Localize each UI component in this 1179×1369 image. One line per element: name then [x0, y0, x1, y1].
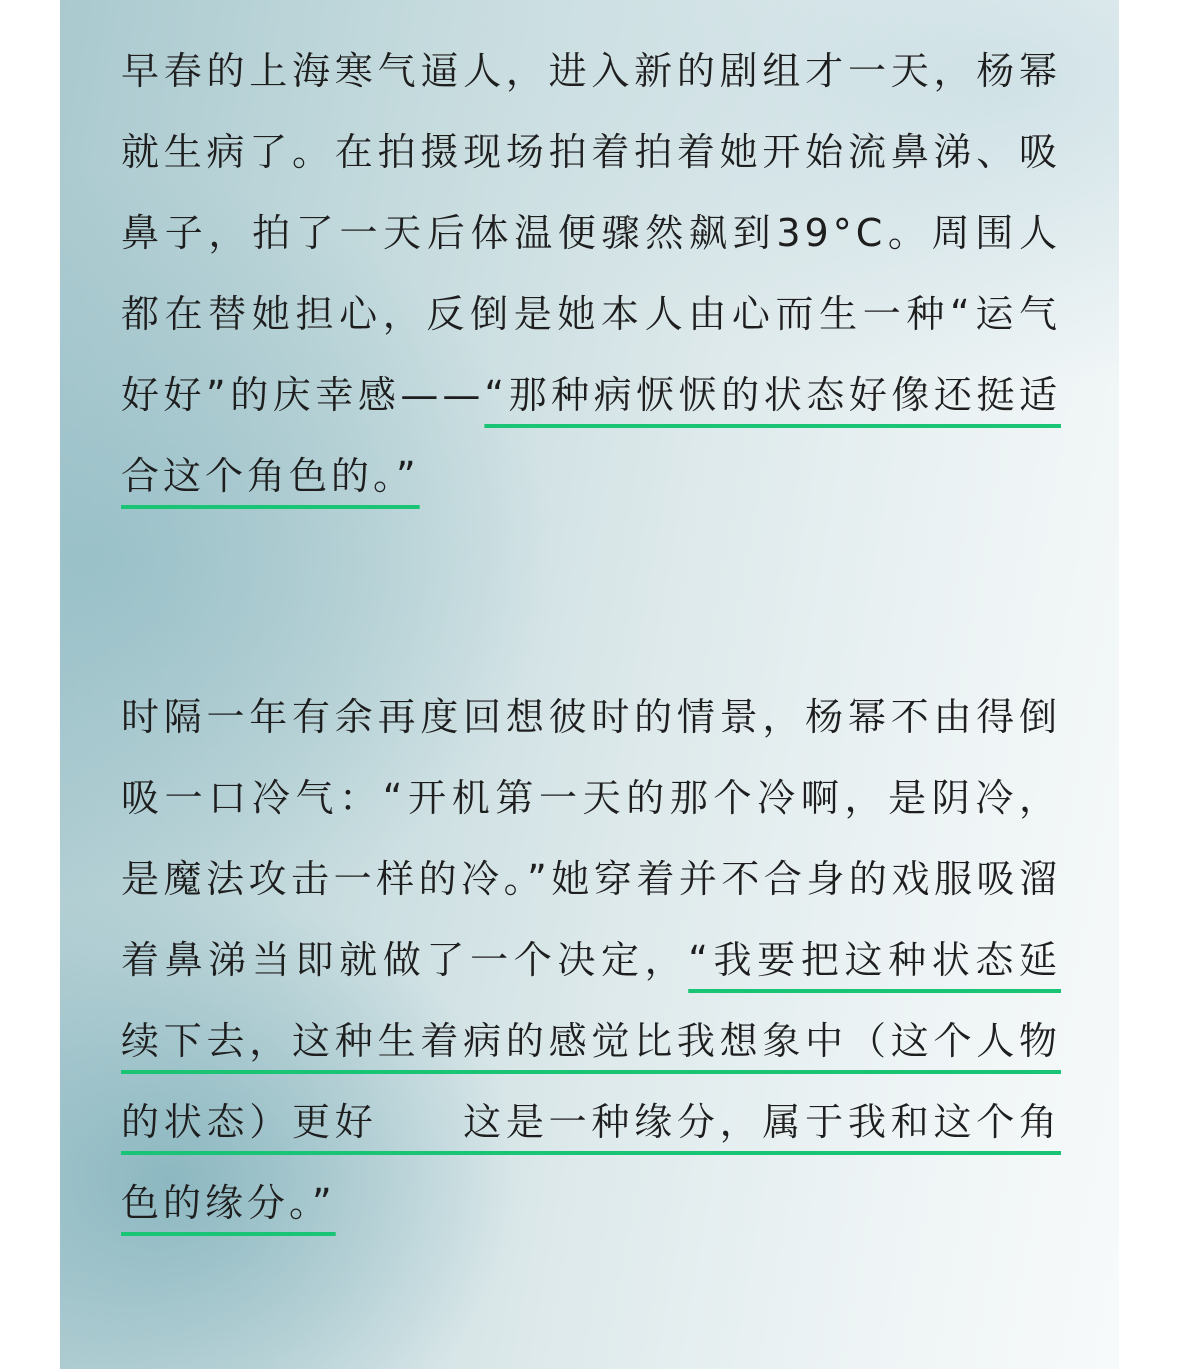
paragraph-2-text: 时隔一年有余再度回想彼时的情景，杨幂不由得倒吸一口冷气：“开机第一天的那个冷啊，是阴冷，是魔法攻击一样的冷。”她穿着并不合身的戏服吸溜着鼻涕当即就做了一个决定，: [121, 695, 1061, 982]
paragraph-2-quote-highlight: “我要把这种状态延续下去，这种生着病的感觉比我想象中（这个人物的状态）更好 这是一种缘分，属于我和这个角色的缘分。”: [121, 938, 1061, 1225]
paragraph-2: [121, 677, 1061, 1244]
paragraph-1-quote-highlight: “那种病恹恹的状态好像还挺适合这个角色的。”: [121, 373, 1061, 498]
paragraph-1: [121, 31, 1061, 517]
article-background: [60, 0, 1119, 1369]
paragraph-1-text: 早春的上海寒气逼人，进入新的剧组才一天，杨幂就生病了。在拍摄现场拍着拍着她开始流鼻涕、吸鼻子，拍了一天后体温便骤然飙到39°C。周围人都在替她担心，反倒是她本人由心而生一种“运气好好”的庆幸感——: [121, 49, 1061, 417]
